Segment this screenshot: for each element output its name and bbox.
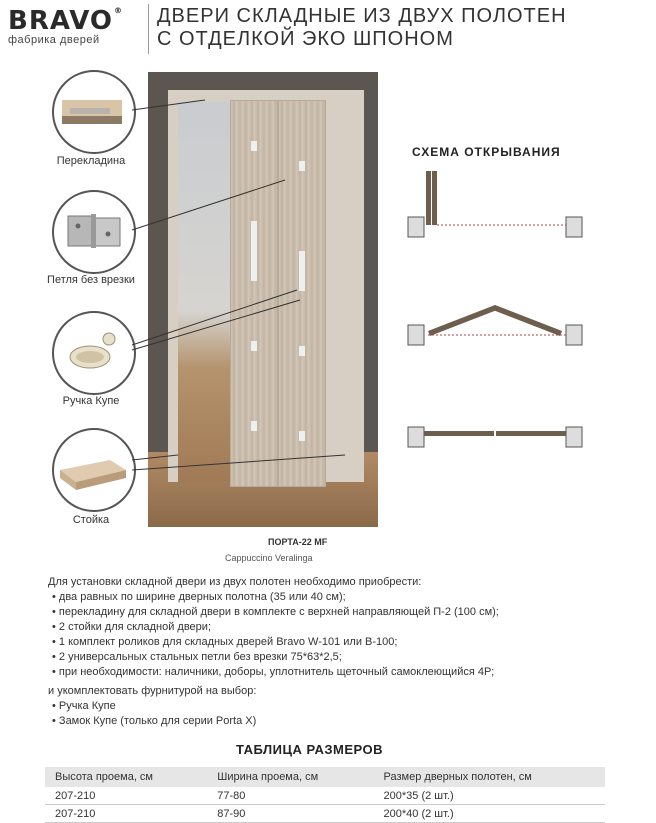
table-cell: 200*35 (2 шт.) <box>374 787 605 805</box>
list-item: • два равных по ширине дверных полотна (35 или 40 см); <box>52 590 632 605</box>
opening-scheme-diagram <box>400 165 590 455</box>
list-item: • 2 универсальных стальных петли без врезки 75*63*2,5; <box>52 650 632 665</box>
callout-label: Ручка Купе <box>62 395 120 407</box>
table-title: ТАБЛИЦА РАЗМЕРОВ <box>236 742 384 757</box>
intro-text: Для установки складной двери из двух полотен необходимо приобрести: <box>48 576 422 588</box>
list-item: • 2 стойки для складной двери; <box>52 620 632 635</box>
table-row <box>45 787 605 805</box>
options-list <box>52 699 632 729</box>
required-items-list <box>52 590 632 680</box>
table-cell: 87-90 <box>207 805 373 823</box>
list-item: • Замок Купе (только для серии Porta X) <box>52 714 632 729</box>
column-header: Ширина проема, см <box>207 767 373 787</box>
table-cell: 200*40 (2 шт.) <box>374 805 605 823</box>
callout-label: Петля без врезки <box>47 274 135 286</box>
scheme-title: СХЕМА ОТКРЫВАНИЯ <box>412 145 561 159</box>
list-item: • при необходимости: наличники, доборы, уплотнитель щеточный самоклеющийся 4Р; <box>52 665 632 680</box>
list-item: • перекладину для складной двери в комплекте с верхней направляющей П-2 (100 см); <box>52 605 632 620</box>
list-item: • Ручка Купе <box>52 699 632 714</box>
column-header: Высота проема, см <box>45 767 207 787</box>
page-title: ДВЕРИ СКЛАДНЫЕ ИЗ ДВУХ ПОЛОТЕН С ОТДЕЛКОЙ ЭКО ШПОНОМ <box>157 5 567 50</box>
callout-label: Стойка <box>72 514 110 526</box>
table-row <box>45 805 605 823</box>
table-cell: 77-80 <box>207 787 373 805</box>
table-cell: 207-210 <box>45 787 207 805</box>
column-header: Размер дверных полотен, см <box>374 767 605 787</box>
product-finish: Cappuccino Veralinga <box>225 553 313 563</box>
table-header-row <box>45 767 605 787</box>
list-item: • 1 комплект роликов для складных дверей Bravo W-101 или B-100; <box>52 635 632 650</box>
size-table <box>45 767 605 823</box>
callout-label: Перекладина <box>56 155 126 167</box>
product-name: ПОРТА-22 MF <box>268 537 328 547</box>
table-cell: 207-210 <box>45 805 207 823</box>
options-intro: и укомплектовать фурнитурой на выбор: <box>48 685 257 697</box>
brand-tagline: фабрика дверей <box>8 34 100 46</box>
brand-logo: BRAVO® <box>8 6 123 36</box>
